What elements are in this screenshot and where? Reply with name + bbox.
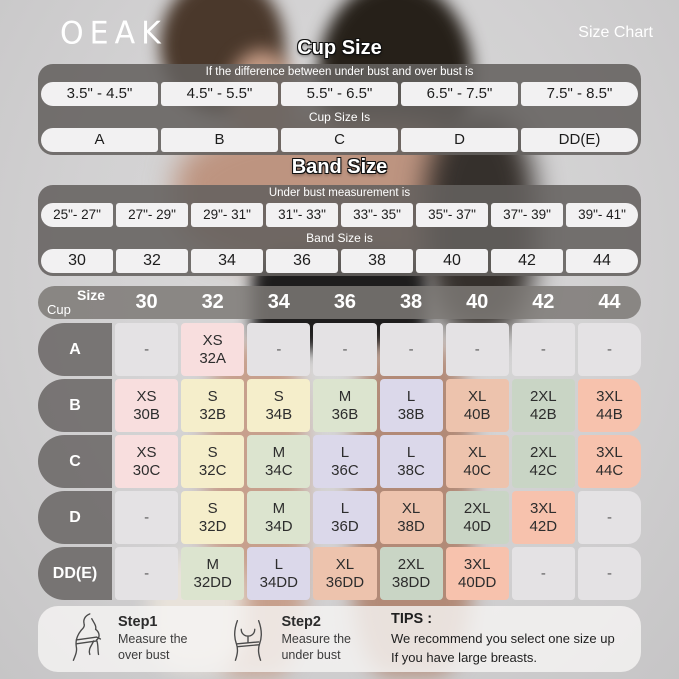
band-range-cell: 25"- 27"	[41, 203, 113, 227]
matrix-cell	[181, 491, 244, 544]
cell-size: -	[144, 340, 150, 358]
matrix-cell	[512, 491, 575, 544]
matrix-col-header: 44	[598, 291, 621, 313]
matrix-cell	[446, 435, 509, 488]
cup-range-cell: 3.5" - 4.5"	[41, 82, 158, 106]
matrix-cell	[578, 491, 641, 544]
matrix-cell	[380, 435, 443, 488]
matrix-cell	[578, 547, 641, 600]
matrix-cell	[247, 435, 310, 488]
brand-logo: OEAK	[60, 15, 167, 52]
corner-cup-label: Cup	[47, 302, 71, 317]
cell-band-code: 38DD	[391, 573, 431, 591]
cell-size: L	[406, 387, 416, 405]
cell-size: L	[340, 499, 350, 517]
matrix-cell	[380, 323, 443, 376]
matrix-row-DDE	[38, 547, 641, 600]
cell-size: 3XL	[529, 499, 557, 517]
matrix-cell	[446, 323, 509, 376]
cell-band-code: 34B	[265, 405, 293, 423]
matrix-cell	[446, 379, 509, 432]
matrix-cell	[115, 323, 178, 376]
matrix-cell	[181, 435, 244, 488]
cell-size: -	[540, 564, 546, 582]
cell-size: -	[474, 340, 480, 358]
tips-block	[391, 611, 615, 668]
band-number-cell: 42	[491, 249, 563, 273]
cup-letter-cell: DD(E)	[521, 128, 638, 152]
matrix-cell	[446, 547, 509, 600]
tips-label: TIPS :	[390, 610, 433, 627]
matrix-col-header: 32	[201, 291, 224, 313]
step1-desc-line2: over bust	[118, 648, 170, 662]
matrix-cell	[181, 379, 244, 432]
cell-band-code: 36B	[331, 405, 359, 423]
band-range-cell: 33"- 35"	[341, 203, 413, 227]
matrix-cell	[512, 323, 575, 376]
cup-range-cell: 7.5" - 8.5"	[521, 82, 638, 106]
band-range-cell: 35"- 37"	[416, 203, 488, 227]
cell-size: -	[606, 340, 612, 358]
matrix-row-label: B	[38, 379, 112, 432]
cell-size: 3XL	[596, 443, 623, 461]
matrix-row-A	[38, 323, 641, 376]
cell-band-code: 42D	[529, 517, 558, 535]
cell-band-code: 40D	[463, 517, 491, 535]
matrix-cell	[313, 491, 376, 544]
matrix-cell	[247, 547, 310, 600]
cell-size: M	[272, 499, 286, 517]
cup-letter-row	[41, 128, 638, 152]
cell-size: XL	[468, 443, 487, 461]
cell-size: -	[144, 508, 150, 526]
cell-size: XL	[335, 555, 355, 573]
matrix-col-header: 42	[532, 291, 555, 313]
matrix-cell	[446, 491, 509, 544]
cell-band-code: 34DD	[259, 573, 298, 591]
cell-size: XL	[401, 499, 421, 517]
cell-band-code: 40B	[463, 405, 491, 423]
cell-size: -	[276, 340, 282, 358]
cup-range-cell: 4.5" - 5.5"	[161, 82, 278, 106]
band-number-cell: 36	[266, 249, 338, 273]
matrix-col-header: 40	[466, 291, 489, 313]
measure-guide-panel	[38, 606, 641, 672]
measure-over-bust-icon	[62, 611, 108, 667]
step2-desc	[281, 632, 350, 663]
cell-size: -	[342, 340, 348, 358]
cell-size: S	[207, 387, 218, 405]
matrix-cell	[181, 323, 244, 376]
matrix-col-header: 38	[399, 291, 423, 313]
band-condition-bar: Under bust measurement is	[268, 187, 411, 199]
cell-band-code: 36DD	[325, 573, 365, 591]
cell-size: 2XL	[463, 499, 491, 517]
matrix-cell	[512, 379, 575, 432]
cell-band-code: 30C	[132, 461, 161, 479]
cell-size: 2XL	[397, 555, 425, 573]
matrix-cell	[115, 547, 178, 600]
matrix-cell	[578, 323, 641, 376]
matrix-row-label: D	[38, 491, 112, 544]
cell-band-code: 36D	[331, 517, 359, 535]
band-number-row	[41, 249, 638, 273]
tips-line1: We recommend you select one size up	[390, 630, 615, 646]
band-number-cell: 32	[116, 249, 188, 273]
cup-letter-cell: D	[401, 128, 518, 152]
cup-range-row	[41, 82, 638, 106]
band-range-row	[41, 203, 638, 227]
matrix-cell	[247, 491, 310, 544]
cell-size: XS	[202, 331, 223, 349]
matrix-cell	[380, 547, 443, 600]
cell-band-code: 40DD	[458, 573, 497, 591]
cell-band-code: 40C	[463, 461, 491, 479]
matrix-cell	[115, 379, 178, 432]
cell-band-code: 32A	[199, 349, 227, 367]
cell-size: M	[272, 443, 286, 461]
cell-band-code: 32D	[198, 517, 227, 535]
band-range-cell: 39"- 41"	[566, 203, 638, 227]
matrix-row-C	[38, 435, 641, 488]
matrix-col-header: 36	[333, 291, 357, 313]
matrix-cell	[247, 379, 310, 432]
cell-band-code: 32C	[198, 461, 227, 479]
matrix-cell	[313, 323, 376, 376]
matrix-corner-cell	[38, 286, 112, 319]
step2-text	[281, 614, 350, 663]
band-number-cell: 40	[416, 249, 488, 273]
matrix-cell	[181, 547, 244, 600]
cell-band-code: 34C	[265, 461, 293, 479]
cell-size: -	[606, 564, 612, 582]
matrix-row-D	[38, 491, 641, 544]
cell-size: 3XL	[463, 555, 491, 573]
matrix-cell	[247, 323, 310, 376]
cup-letter-cell: A	[41, 128, 158, 152]
matrix-row-label: C	[38, 435, 112, 488]
matrix-row-B	[38, 379, 641, 432]
cell-band-code: 36C	[331, 461, 359, 479]
cell-band-code: 38B	[397, 405, 425, 423]
step2-desc-line2: under bust	[281, 648, 341, 662]
step1-desc-line1: Measure the	[118, 632, 188, 647]
matrix-cell	[578, 379, 641, 432]
band-size-title: Band Size	[291, 156, 388, 178]
matrix-cell	[578, 435, 641, 488]
matrix-cell	[313, 379, 376, 432]
matrix-header-row	[38, 286, 641, 319]
cell-size: S	[207, 499, 218, 517]
cell-band-code: 44C	[595, 461, 624, 479]
cell-band-code: 38D	[397, 517, 425, 535]
cell-band-code: 30B	[133, 405, 160, 423]
band-range-cell: 31"- 33"	[266, 203, 338, 227]
matrix-cell	[380, 491, 443, 544]
step1-label: Step1	[118, 614, 158, 631]
step1-text	[118, 614, 187, 663]
band-range-cell: 29"- 31"	[191, 203, 263, 227]
page-title: Size Chart	[578, 24, 653, 41]
cell-band-code: 34D	[265, 517, 293, 535]
matrix-col-header: 30	[135, 291, 158, 313]
tips-line2: If you have large breasts.	[390, 649, 537, 665]
band-result-bar: Band Size is	[306, 231, 373, 245]
cell-size: -	[144, 564, 150, 582]
cup-range-cell: 6.5" - 7.5"	[401, 82, 518, 106]
matrix-col-header: 34	[267, 291, 290, 313]
cup-letter-cell: B	[161, 128, 278, 152]
cell-size: 2XL	[529, 387, 557, 405]
cell-size: M	[338, 387, 352, 405]
step1-desc	[118, 632, 187, 663]
matrix-cell	[380, 379, 443, 432]
cell-size: XS	[136, 387, 157, 405]
cell-size: M	[206, 555, 219, 573]
cup-letter-cell: C	[281, 128, 398, 152]
cell-size: L	[406, 443, 416, 461]
band-range-cell: 27"- 29"	[116, 203, 188, 227]
cell-size: XS	[136, 443, 157, 461]
matrix-cell	[115, 491, 178, 544]
cell-band-code: 44B	[596, 405, 623, 423]
matrix-cell	[512, 547, 575, 600]
cell-band-code: 42C	[529, 461, 558, 479]
step2-label: Step2	[281, 614, 321, 631]
cup-condition-bar: If the difference between under bust and over bust is	[205, 66, 474, 78]
band-range-cell: 37"- 39"	[491, 203, 563, 227]
cell-size: L	[274, 555, 283, 573]
matrix-cell	[313, 435, 376, 488]
matrix-cell	[115, 435, 178, 488]
cell-size: 2XL	[529, 443, 557, 461]
band-number-cell: 34	[191, 249, 263, 273]
cell-size: L	[340, 443, 350, 461]
matrix-row-label: A	[38, 323, 112, 376]
band-number-cell: 44	[566, 249, 638, 273]
band-number-cell: 38	[341, 249, 413, 273]
cell-size: S	[207, 443, 218, 461]
cell-band-code: 32DD	[193, 573, 232, 591]
cell-size: XL	[468, 387, 487, 405]
cell-band-code: 38C	[397, 461, 425, 479]
band-number-cell: 30	[41, 249, 113, 273]
measure-under-bust-icon	[225, 611, 271, 667]
cell-size: 3XL	[596, 387, 623, 405]
cell-size: -	[606, 508, 612, 526]
matrix-row-label: DD(E)	[38, 547, 112, 600]
cell-band-code: 42B	[529, 405, 557, 423]
cup-size-table	[38, 64, 641, 155]
matrix-cell	[313, 547, 376, 600]
step2-desc-line1: Measure the	[281, 632, 351, 647]
cup-size-title: Cup Size	[297, 37, 382, 59]
cell-band-code: 32B	[199, 405, 227, 423]
cup-range-cell: 5.5" - 6.5"	[281, 82, 398, 106]
cell-size: -	[408, 340, 414, 358]
band-size-table	[38, 185, 641, 276]
matrix-cell	[512, 435, 575, 488]
corner-size-label: Size	[76, 287, 105, 303]
cell-size: S	[273, 387, 284, 405]
cell-size: -	[540, 340, 546, 358]
size-matrix	[38, 323, 641, 600]
cup-result-bar: Cup Size Is	[308, 110, 371, 124]
